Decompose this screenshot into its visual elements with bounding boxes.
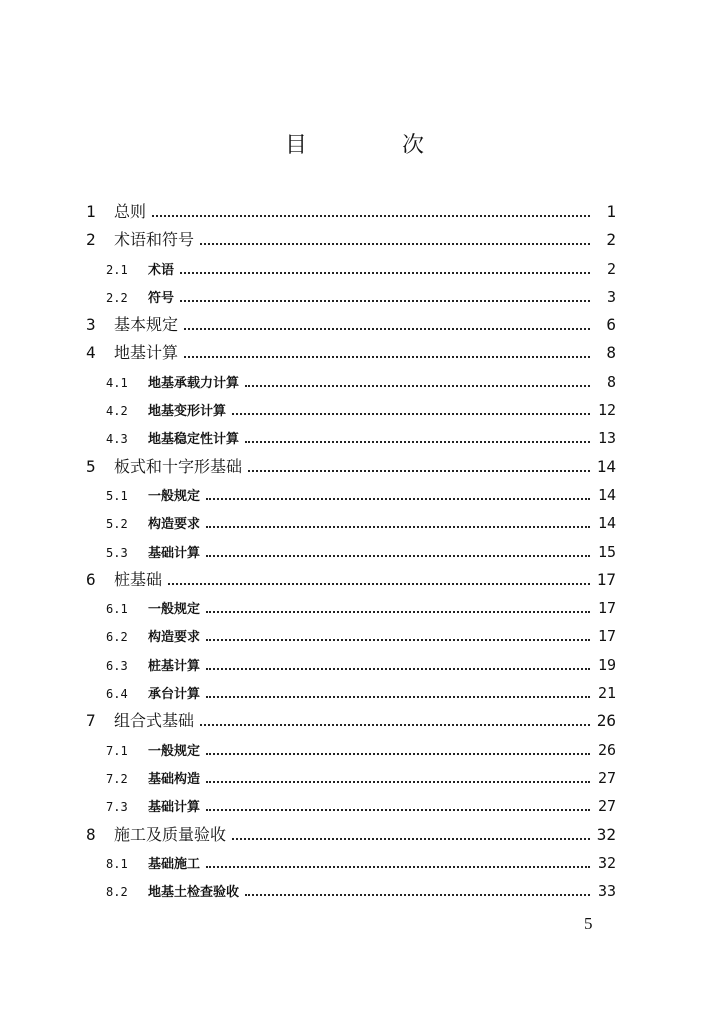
toc-entry-number: 4.3 [106,432,128,447]
dot-leader [168,583,590,585]
dot-leader [206,866,590,868]
toc-entry-title: 构造要求 [148,630,201,646]
dot-leader [232,838,590,840]
toc-entry-page: 2 [606,230,616,250]
toc-entry-title: 施工及质量验收 [114,824,227,844]
toc-entry [86,396,616,424]
toc-entry-number: 8.2 [106,885,128,900]
dot-leader [206,753,590,755]
toc-entry-number: 6.2 [106,630,128,645]
dot-leader [206,668,590,670]
toc-entry [86,424,616,452]
toc-entry-number: 5.1 [106,488,128,503]
toc-entry-title: 基础施工 [148,856,201,872]
toc-entry-page: 21 [597,684,616,703]
toc-entry-number: 2 [86,230,96,250]
dot-leader [245,894,590,896]
toc-entry-title: 构造要求 [148,517,201,533]
toc-entry-number: 3 [86,315,96,335]
toc-entry-page: 8 [606,343,616,363]
toc-entry [86,311,616,339]
dot-leader [180,300,590,302]
toc-entry-page: 1 [606,202,616,221]
toc-entry-number: 2.2 [106,290,128,305]
dot-leader [206,809,590,811]
dot-leader [206,639,590,641]
toc-entry-title: 一般规定 [148,743,201,759]
toc-entry-page: 27 [597,797,616,816]
dot-leader [184,328,590,330]
toc-entry-number: 7.3 [106,800,128,815]
toc-entry-title: 桩基础 [114,569,163,589]
toc-entry-page: 2 [606,259,616,278]
dot-leader [206,498,590,500]
toc-entry-number: 8 [86,824,96,844]
toc-entry [86,679,616,707]
toc-entry-page: 12 [597,401,616,420]
toc-entry-page: 26 [597,740,616,759]
toc-entry-title: 基础构造 [148,771,201,787]
toc-entry [86,255,616,283]
dot-leader [184,356,590,358]
dot-leader [206,526,590,528]
dot-leader [245,385,590,387]
toc-entry-title: 组合式基础 [114,711,195,731]
toc-entry-number: 7.2 [106,771,128,786]
toc-entry [86,594,616,622]
toc-entry-number: 4.2 [106,404,128,419]
toc-entry [86,368,616,396]
dot-leader [232,413,590,415]
toc-entry-page: 13 [597,429,616,448]
toc-entry-number: 4 [86,343,96,363]
toc-entry-title: 地基土检查验收 [148,885,240,901]
toc-entry-page: 17 [596,569,616,589]
toc-entry-page: 15 [597,542,616,561]
toc-entry-page: 27 [597,768,616,787]
toc-entry [86,707,616,735]
toc-entry-title: 术语 [148,262,175,278]
toc-entry-title: 总则 [114,202,147,221]
dot-leader [245,441,590,443]
toc-entry-number: 6 [86,569,96,589]
toc-entry-title: 符号 [148,290,175,306]
toc-entry-page: 14 [596,456,616,476]
toc-entry-title: 基本规定 [114,315,179,335]
toc-entry-title: 地基承载力计算 [148,375,240,391]
toc-entry-number: 6.4 [106,687,128,702]
dot-leader [206,555,590,557]
toc-entry [86,736,616,764]
toc-entry-page: 14 [597,485,616,504]
toc-entry-title: 基础计算 [148,545,201,561]
dot-leader [206,781,590,783]
toc-entry [86,566,616,594]
toc-entry-title: 基础计算 [148,800,201,816]
toc-entry-title: 地基稳定性计算 [148,432,240,448]
table-of-contents [86,198,616,905]
toc-entry [86,764,616,792]
toc-entry [86,509,616,537]
toc-entry-title: 桩基计算 [148,658,201,674]
toc-entry-title: 地基变形计算 [148,404,227,420]
toc-entry-page: 33 [597,882,616,901]
toc-entry-title: 一般规定 [148,488,201,504]
toc-entry [86,538,616,566]
dot-leader [200,243,590,245]
toc-entry-number: 7 [86,711,96,731]
toc-entry-number: 4.1 [106,375,128,390]
toc-entry [86,226,616,254]
toc-entry [86,339,616,367]
toc-entry [86,453,616,481]
toc-entry-page: 3 [606,287,616,306]
toc-entry-page: 17 [597,627,616,646]
toc-entry-title: 承台计算 [148,687,201,703]
dot-leader [180,272,590,274]
toc-entry-title: 一般规定 [148,602,201,618]
dot-leader [206,696,590,698]
toc-entry-page: 8 [606,372,616,391]
toc-entry-number: 1 [86,202,96,221]
toc-entry-number: 7.1 [106,743,128,758]
toc-entry [86,651,616,679]
toc-entry [86,622,616,650]
dot-leader [206,611,590,613]
toc-entry [86,481,616,509]
toc-entry-title: 术语和符号 [114,230,195,250]
toc-entry-title: 地基计算 [114,343,179,363]
dot-leader [152,215,590,217]
toc-entry-page: 6 [606,315,616,335]
toc-entry [86,198,616,226]
toc-entry [86,283,616,311]
toc-entry-number: 6.3 [106,658,128,673]
toc-entry [86,877,616,905]
toc-entry [86,821,616,849]
dot-leader [200,724,590,726]
toc-entry-number: 2.1 [106,262,128,277]
page-title: 目 次 [285,133,468,158]
toc-entry [86,849,616,877]
toc-entry-page: 17 [597,599,616,618]
toc-entry-page: 32 [596,824,616,844]
page-number: 5 [584,914,593,933]
toc-entry-number: 5.3 [106,545,128,560]
dot-leader [248,470,590,472]
toc-entry-page: 19 [597,655,616,674]
toc-entry-number: 6.1 [106,602,128,617]
toc-entry-title: 板式和十字形基础 [114,456,243,476]
toc-entry-page: 14 [597,514,616,533]
toc-entry-number: 5.2 [106,517,128,532]
toc-entry-page: 26 [596,711,616,731]
toc-entry [86,792,616,820]
toc-entry-number: 8.1 [106,856,128,871]
toc-entry-number: 5 [86,456,96,476]
toc-entry-page: 32 [597,853,616,872]
